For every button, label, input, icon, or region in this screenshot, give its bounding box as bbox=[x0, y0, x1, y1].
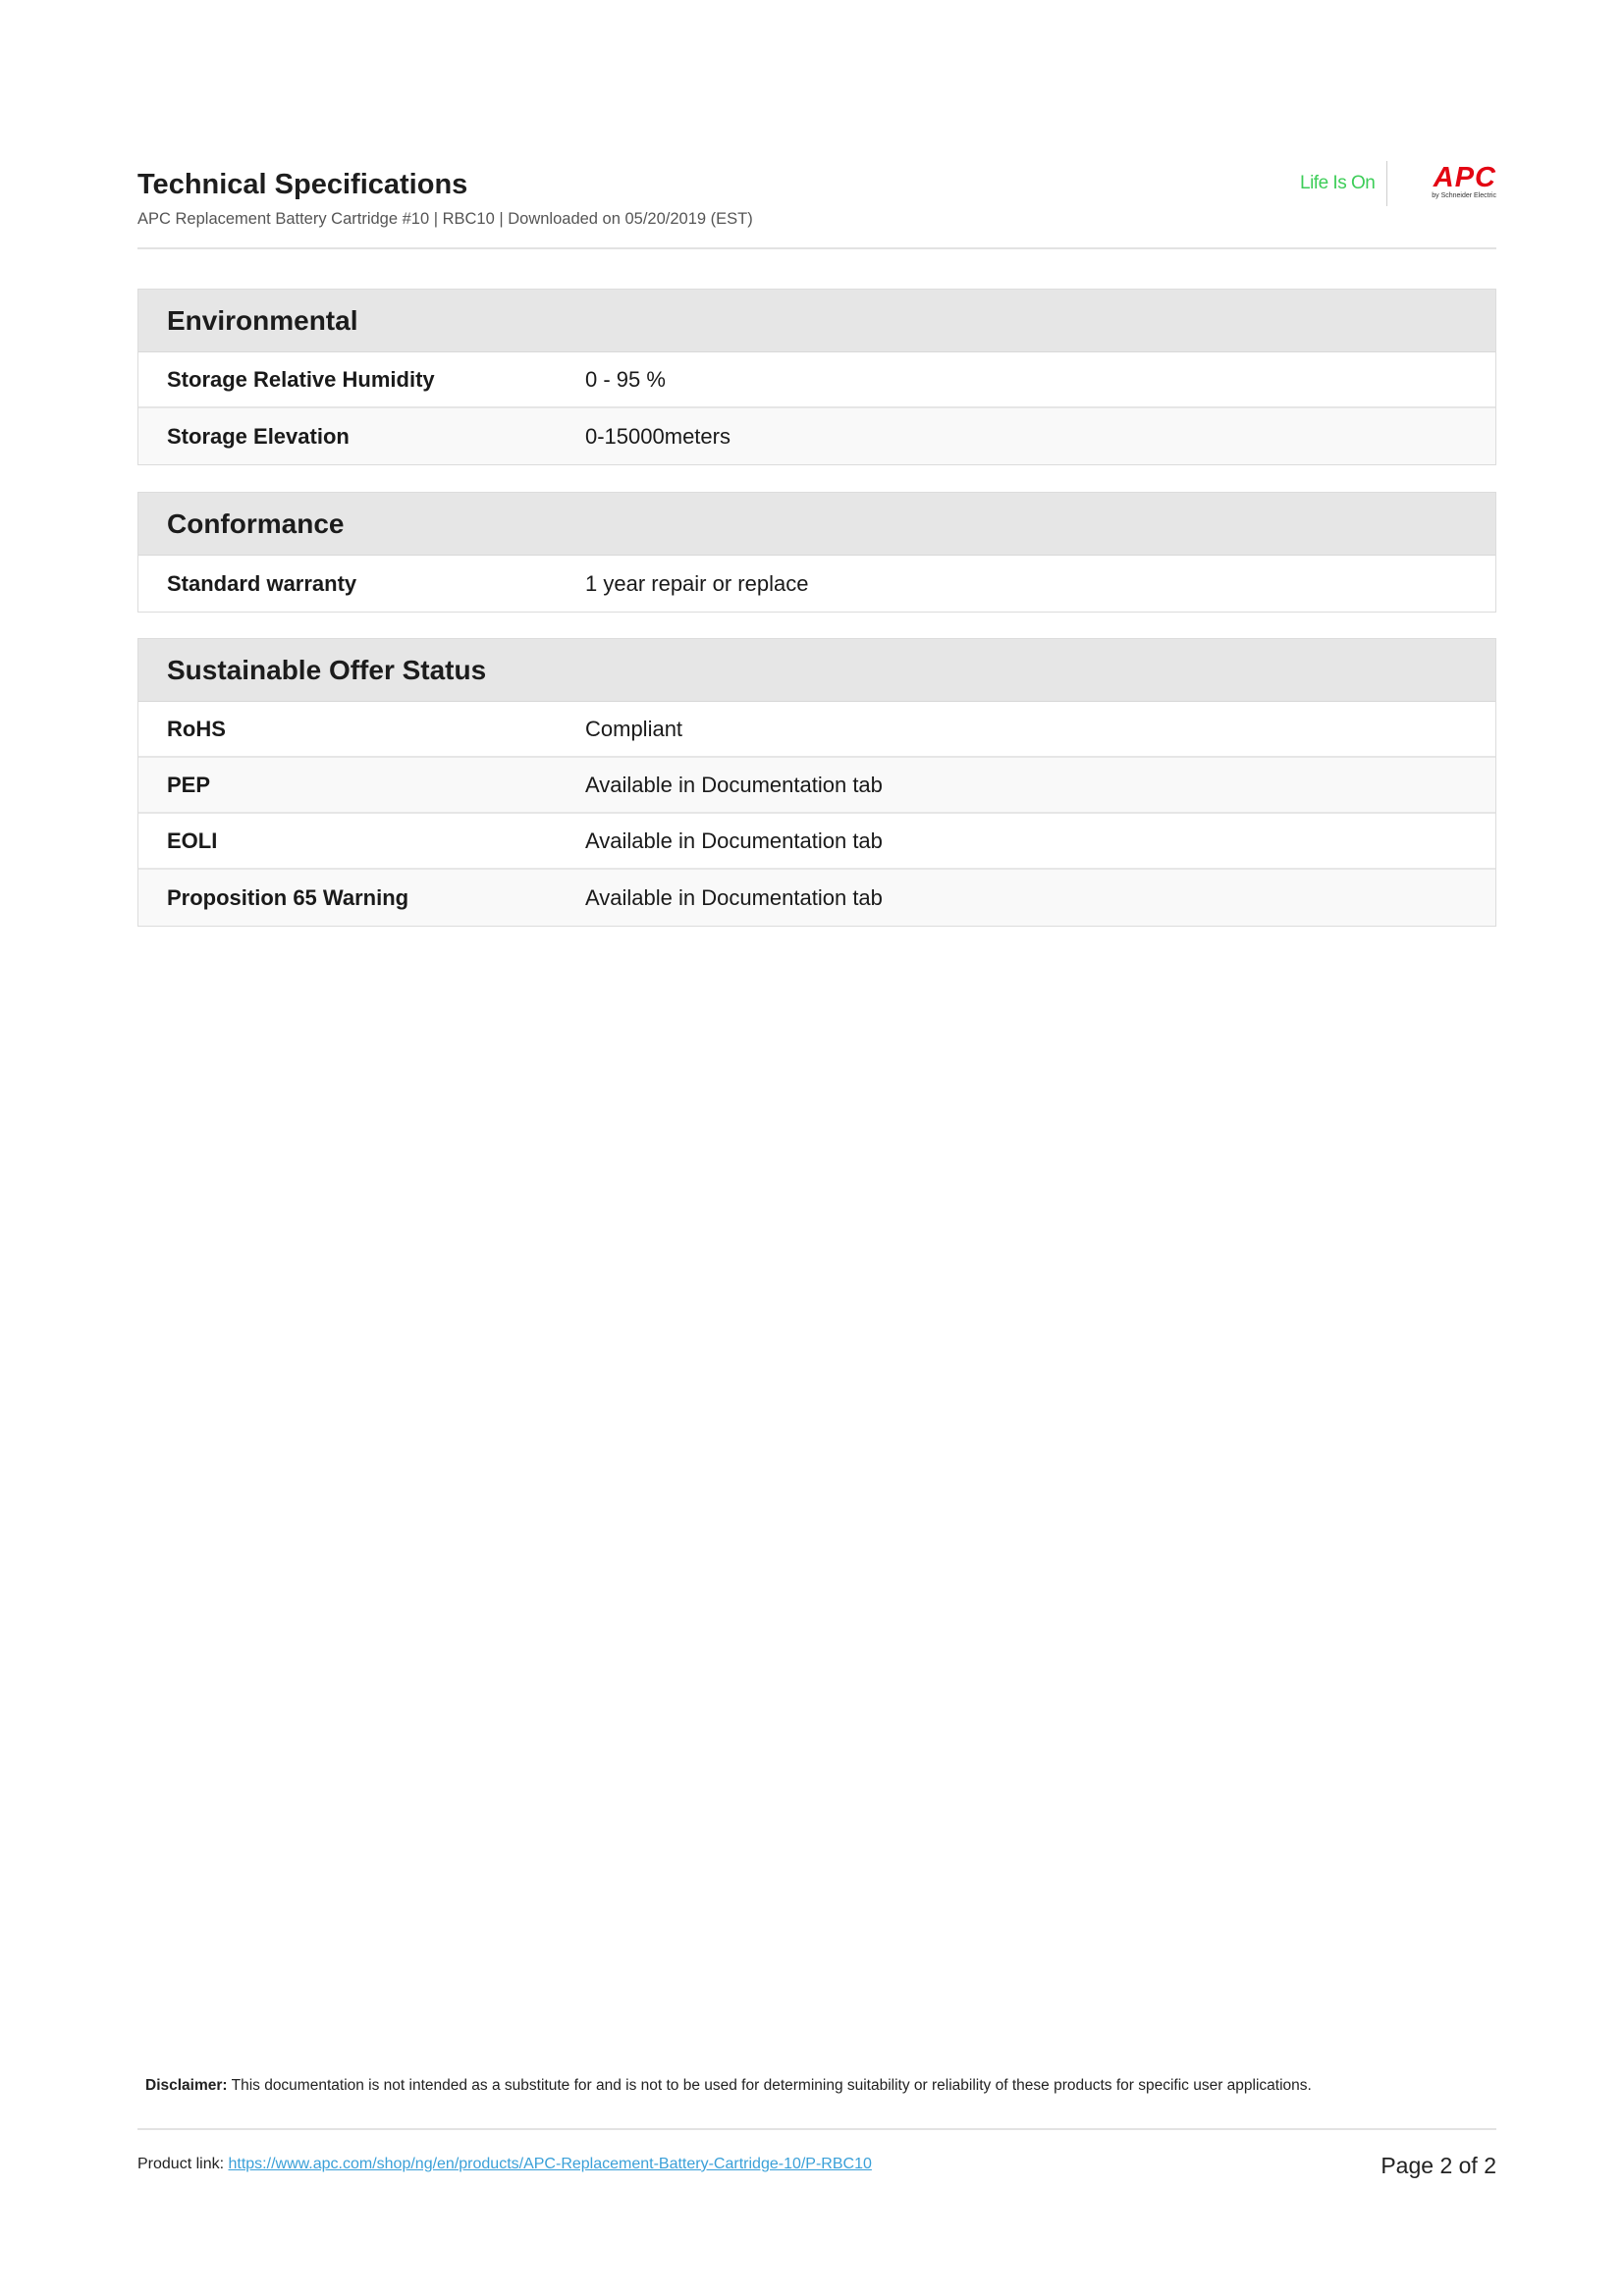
spec-label: Storage Relative Humidity bbox=[167, 366, 435, 392]
page-title: Technical Specifications bbox=[137, 169, 468, 200]
apc-logo-byline: by Schneider Electric bbox=[1432, 192, 1496, 199]
spec-row bbox=[138, 556, 1495, 612]
apc-logo-wordmark: APC bbox=[1433, 162, 1496, 193]
spec-value: 0-15000meters bbox=[585, 423, 731, 449]
spec-label: RoHS bbox=[167, 716, 226, 741]
section-sustainable-offer-status bbox=[137, 638, 1496, 927]
spec-label: Proposition 65 Warning bbox=[167, 884, 409, 910]
logo-divider bbox=[1386, 161, 1387, 206]
document-subtitle: APC Replacement Battery Cartridge #10 | RBC10 | Downloaded on 05/20/2019 (EST) bbox=[137, 210, 753, 228]
spec-row bbox=[138, 352, 1495, 408]
spec-value: Available in Documentation tab bbox=[585, 884, 883, 910]
apc-logo bbox=[1396, 163, 1496, 202]
spec-row bbox=[138, 758, 1495, 814]
spec-row bbox=[138, 702, 1495, 758]
spec-value: Compliant bbox=[585, 716, 683, 741]
page-number: Page 2 of 2 bbox=[1380, 2153, 1496, 2178]
spec-value: 1 year repair or replace bbox=[585, 570, 809, 596]
spec-row bbox=[138, 870, 1495, 926]
disclaimer-label: Disclaimer: bbox=[145, 2077, 228, 2094]
section-environmental bbox=[137, 289, 1496, 465]
brand-logo-group bbox=[1300, 161, 1496, 212]
spec-label: Standard warranty bbox=[167, 570, 357, 596]
spec-value: 0 - 95 % bbox=[585, 366, 666, 392]
spec-row bbox=[138, 408, 1495, 464]
product-link-url[interactable]: https://www.apc.com/shop/ng/en/products/APC-Replacement-Battery-Cartridge-10/P-RBC10 bbox=[228, 2156, 872, 2172]
section-title: Sustainable Offer Status bbox=[138, 639, 1495, 702]
page-header bbox=[137, 162, 1496, 249]
disclaimer bbox=[145, 2077, 1312, 2095]
product-link-label: Product link: bbox=[137, 2156, 229, 2172]
life-is-on-logo: Life Is On bbox=[1300, 173, 1376, 193]
spec-row bbox=[138, 814, 1495, 870]
section-title: Conformance bbox=[138, 493, 1495, 556]
footer-divider bbox=[137, 2128, 1496, 2130]
spec-value: Available in Documentation tab bbox=[585, 828, 883, 853]
spec-value: Available in Documentation tab bbox=[585, 772, 883, 797]
disclaimer-text: This documentation is not intended as a substitute for and is not to be used for determining suitability or reliability of these products for specific user applications. bbox=[227, 2077, 1312, 2094]
section-title: Environmental bbox=[138, 290, 1495, 352]
spec-label: PEP bbox=[167, 772, 211, 797]
spec-label: EOLI bbox=[167, 828, 218, 853]
section-conformance bbox=[137, 492, 1496, 613]
product-link bbox=[137, 2156, 872, 2173]
spec-label: Storage Elevation bbox=[167, 423, 350, 449]
